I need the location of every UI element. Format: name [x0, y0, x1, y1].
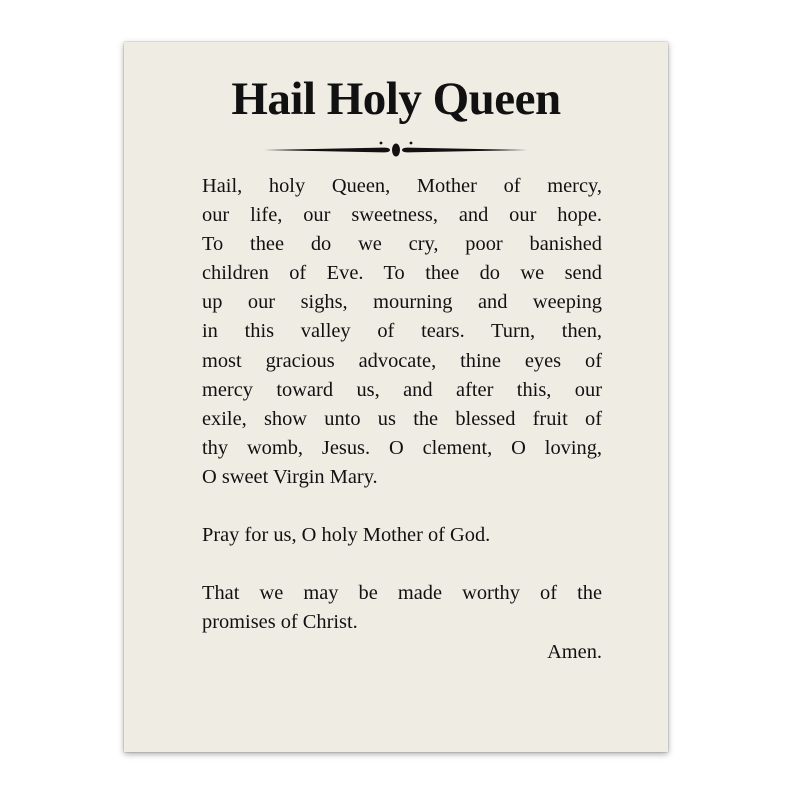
text-line: up our sighs, mourning and weeping — [202, 291, 602, 314]
text-line: promises of Christ. — [202, 611, 358, 634]
paragraph-3 — [202, 579, 602, 637]
text-line: in this valley of tears. Turn, then, — [202, 320, 602, 343]
text-line: Pray for us, O holy Mother of God. — [202, 524, 491, 547]
text-line: exile, show unto us the blessed fruit of — [202, 407, 602, 430]
page-title: Hail Holy Queen — [231, 73, 561, 125]
text-line: children of Eve. To thee do we send — [202, 262, 602, 285]
text-line: thy womb, Jesus. O clement, O loving, — [202, 436, 602, 459]
prayer-body — [202, 172, 602, 667]
text-line: mercy toward us, and after this, our — [202, 378, 602, 401]
text-line: our life, our sweetness, and our hope. — [202, 204, 602, 227]
paragraph-2 — [202, 521, 602, 550]
text-line: O sweet Virgin Mary. — [202, 465, 378, 488]
text-line: most gracious advocate, thine eyes of — [202, 349, 602, 372]
paragraph-1 — [202, 172, 602, 492]
closing-amen: Amen. — [547, 640, 602, 663]
text-line: That we may be made worthy of the — [202, 582, 602, 605]
text-line: Hail, holy Queen, Mother of mercy, — [202, 175, 602, 197]
text-line: To thee do we cry, poor banished — [202, 233, 602, 256]
flourish-divider-icon — [264, 138, 528, 162]
prayer-card — [124, 42, 668, 752]
